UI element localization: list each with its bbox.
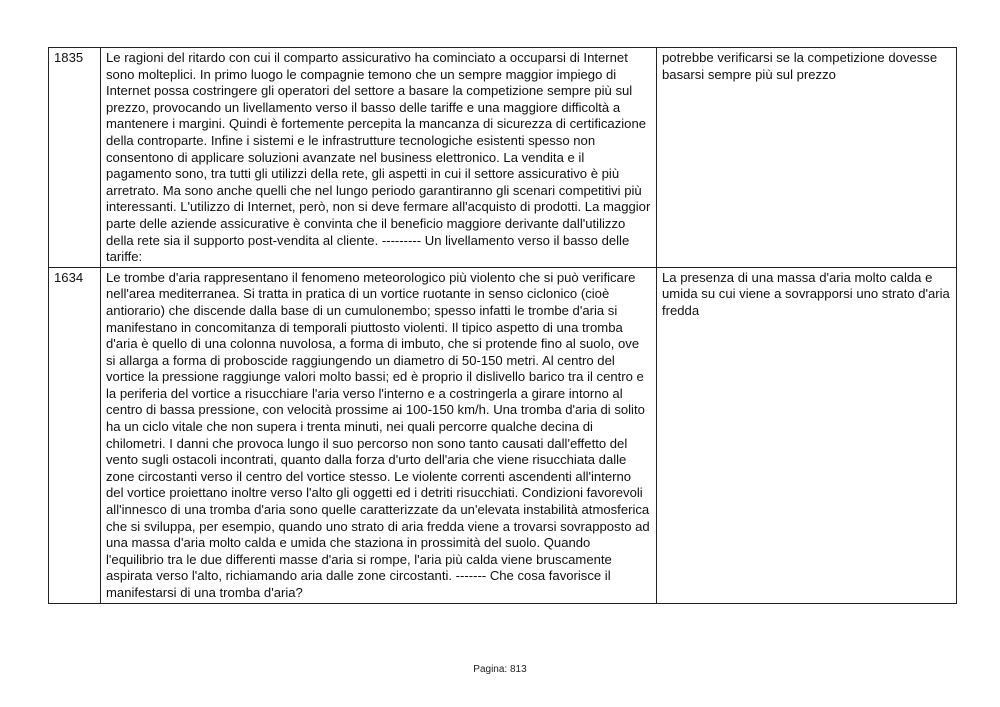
question-table xyxy=(48,47,957,604)
answer-text: potrebbe verificarsi se la competizione dovesse basarsi sempre più sul prezzo xyxy=(657,48,957,268)
question-text: Le ragioni del ritardo con cui il comparto assicurativo ha cominciato a occuparsi di Internet sono molteplici. In primo luogo le compagnie temono che un sempre maggior impiego di Internet possa costringere gli operatori del settore a basare la competizione sempre più sul prezzo, provocando un livellamento verso il basso delle tariffe e una maggiore difficoltà a mantenere i margini. Quindi è fortemente percepita la mancanza di sicurezza di certificazione della controparte. Infine i sistemi e le infrastrutture tecnologiche esistenti spesso non consentono di applicare soluzioni avanzate nel business elettronico. La vendita e il pagamento sono, tra tutti gli utilizzi della rete, gli aspetti in cui il settore assicurativo è più arretrato. Ma sono anche quelli che nel lungo periodo garantiranno gli scenari competitivi più interessanti. L'utilizzo di Internet, però, non si deve fermare all'acquisto di prodotti. La maggior parte delle aziende assicurative è convinta che il beneficio maggiore derivante dall'utilizzo della rete sia il supporto post-vendita al cliente. --------- Un livellamento verso il basso delle tariffe: xyxy=(101,48,657,268)
answer-text: La presenza di una massa d'aria molto calda e umida su cui viene a sovrapporsi uno strato d'aria fredda xyxy=(657,267,957,603)
table-row xyxy=(49,48,957,268)
question-text: Le trombe d'aria rappresentano il fenomeno meteorologico più violento che si può verificare nell'area mediterranea. Si tratta in pratica di un vortice ruotante in senso ciclonico (cioè antiorario) che discende dalla base di un cumulonembo; spesso infatti le trombe d'aria si manifestano in concomitanza di temporali piuttosto violenti. Il tipico aspetto di una tromba d'aria è quello di una colonna nuvolosa, a forma di imbuto, che si protende fino al suolo, ove si allarga a forma di proboscide raggiungendo un diametro di 50-150 metri. Al centro del vortice la pressione raggiunge valori molto bassi; ed è proprio il dislivello barico tra il centro e la periferia del vortice a risucchiare l'aria verso l'interno e a costringerla a girare intorno al centro di bassa pressione, con velocità prossime ai 100-150 km/h. Una tromba d'aria di solito ha un ciclo vitale che non supera i trenta minuti, nei quali percorre qualche decina di chilometri. I danni che provoca lungo il suo percorso non sono tanto causati dall'effetto del vento sugli ostacoli incontrati, quanto dalla forza d'urto dell'aria che viene risucchiata dalle zone circostanti verso il centro del vortice stesso. Le violente correnti ascendenti all'interno del vortice proiettano inoltre verso l'alto gli oggetti ed i detriti risucchiati. Condizioni favorevoli all'innesco di una tromba d'aria sono quelle caratterizzate da un'elevata instabilità atmosferica che si sviluppa, per esempio, quando uno strato di aria fredda viene a trovarsi sovrapposto ad una massa d'aria molto calda e umida che staziona in prossimità del suolo. Quando l'equilibrio tra le due differenti masse d'aria si rompe, l'aria più calda viene bruscamente aspirata verso l'alto, richiamando aria dalle zone circostanti. ------- Che cosa favorisce il manifestarsi di una tromba d'aria? xyxy=(101,267,657,603)
page-number: Pagina: 813 xyxy=(473,664,527,675)
question-id: 1835 xyxy=(49,48,101,268)
table-row xyxy=(49,267,957,603)
question-id: 1634 xyxy=(49,267,101,603)
